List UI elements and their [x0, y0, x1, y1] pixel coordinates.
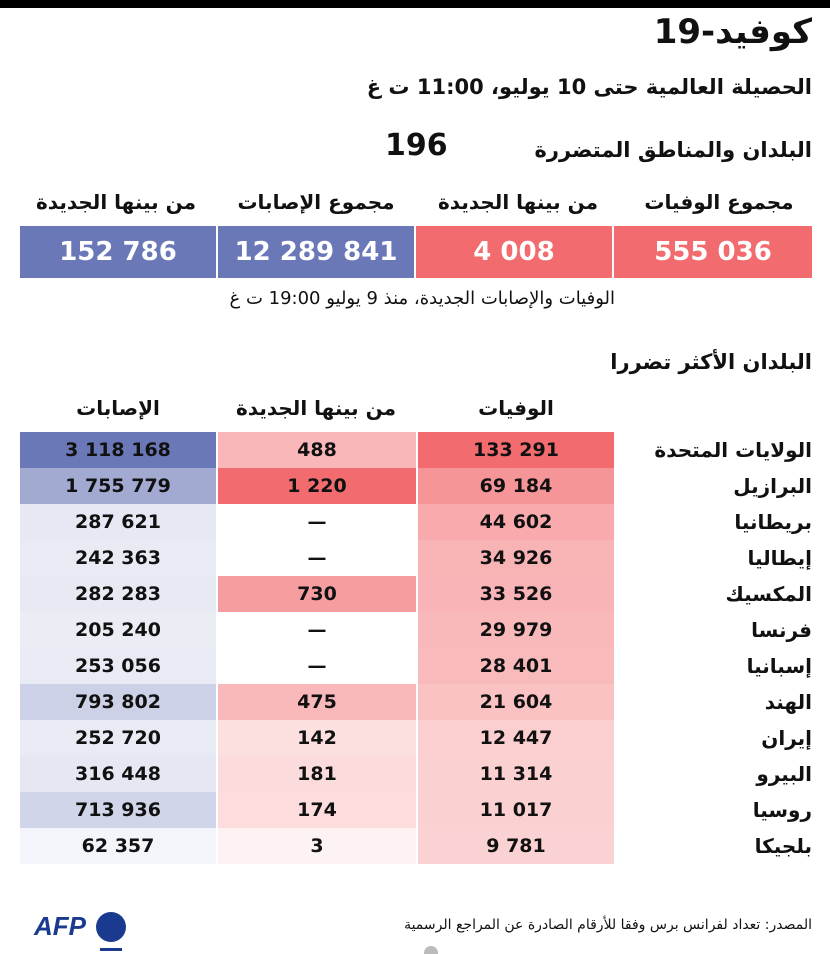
global-new-deaths: 4 008 — [416, 226, 612, 278]
most-affected-title: البلدان الأكثر تضررا — [610, 350, 812, 374]
cases-cell: 252 720 — [20, 720, 216, 756]
country-name: إيطاليا — [747, 546, 812, 570]
new-deaths-cell: 475 — [218, 684, 416, 720]
global-new-cases: 152 786 — [20, 226, 216, 278]
country-name: روسيا — [752, 798, 812, 822]
country-name: فرنسا — [751, 618, 812, 642]
country-name: المكسيك — [725, 582, 812, 606]
new-deaths-cell: 730 — [218, 576, 416, 612]
column-header-deaths: الوفيات — [478, 396, 554, 420]
country-name: إسبانيا — [746, 654, 812, 678]
afp-logo-underline — [100, 948, 122, 951]
cases-cell: 62 357 — [20, 828, 216, 864]
new-deaths-cell: 3 — [218, 828, 416, 864]
global-total-deaths: 555 036 — [614, 226, 812, 278]
deaths-cell: 28 401 — [418, 648, 614, 684]
deaths-cell: 34 926 — [418, 540, 614, 576]
countries-value: 196 — [385, 128, 448, 163]
footer-marker-icon — [424, 946, 438, 954]
deaths-cell: 29 979 — [418, 612, 614, 648]
top-bar — [0, 0, 830, 8]
deaths-cell: 33 526 — [418, 576, 614, 612]
new-deaths-cell: — — [218, 504, 416, 540]
new-deaths-cell: — — [218, 540, 416, 576]
cases-cell: 316 448 — [20, 756, 216, 792]
header-new-cases: من بينها الجديدة — [35, 190, 197, 214]
cases-cell: 713 936 — [20, 792, 216, 828]
cases-cell: 1 755 779 — [20, 468, 216, 504]
cases-cell: 253 056 — [20, 648, 216, 684]
country-name: إيران — [761, 726, 812, 750]
cases-cell: 287 621 — [20, 504, 216, 540]
new-deaths-cell: 181 — [218, 756, 416, 792]
column-header-new: من بينها الجديدة — [235, 396, 397, 420]
new-deaths-cell: 1 220 — [218, 468, 416, 504]
header-total-deaths: مجموع الوفيات — [644, 190, 794, 214]
countries-label: البلدان والمناطق المتضررة — [534, 138, 812, 162]
new-deaths-cell: 142 — [218, 720, 416, 756]
cases-cell: 205 240 — [20, 612, 216, 648]
deaths-cell: 11 314 — [418, 756, 614, 792]
deaths-cell: 69 184 — [418, 468, 614, 504]
new-deaths-cell: 174 — [218, 792, 416, 828]
new-deaths-cell: 488 — [218, 432, 416, 468]
deaths-cell: 21 604 — [418, 684, 614, 720]
country-name: بريطانيا — [734, 510, 812, 534]
deaths-cell: 11 017 — [418, 792, 614, 828]
header-total-cases: مجموع الإصابات — [237, 190, 395, 214]
deaths-cell: 133 291 — [418, 432, 614, 468]
header-new-deaths: من بينها الجديدة — [437, 190, 599, 214]
country-name: بلجيكا — [754, 834, 812, 858]
new-deaths-cell: — — [218, 612, 416, 648]
deaths-cell: 12 447 — [418, 720, 614, 756]
country-name: البرازيل — [733, 474, 812, 498]
afp-logo-dot-icon — [96, 912, 126, 942]
cases-cell: 793 802 — [20, 684, 216, 720]
deaths-cell: 44 602 — [418, 504, 614, 540]
source-note: المصدر: تعداد لفرانس برس وفقا للأرقام الصادرة عن المراجع الرسمية — [404, 917, 812, 933]
global-note: الوفيات والإصابات الجديدة، منذ 9 يوليو 19:00 ت غ — [229, 288, 615, 309]
new-deaths-cell: — — [218, 648, 416, 684]
column-header-cases: الإصابات — [76, 396, 160, 420]
cases-cell: 3 118 168 — [20, 432, 216, 468]
afp-logo: AFP — [34, 911, 86, 941]
cases-cell: 242 363 — [20, 540, 216, 576]
country-name: البيرو — [756, 762, 812, 786]
page-title: كوفيد-19 — [653, 12, 812, 52]
country-name: الولايات المتحدة — [654, 438, 812, 462]
cases-cell: 282 283 — [20, 576, 216, 612]
deaths-cell: 9 781 — [418, 828, 614, 864]
page-subtitle: الحصيلة العالمية حتى 10 يوليو، 11:00 ت غ — [366, 75, 812, 99]
country-name: الهند — [764, 690, 812, 714]
global-total-cases: 12 289 841 — [218, 226, 414, 278]
